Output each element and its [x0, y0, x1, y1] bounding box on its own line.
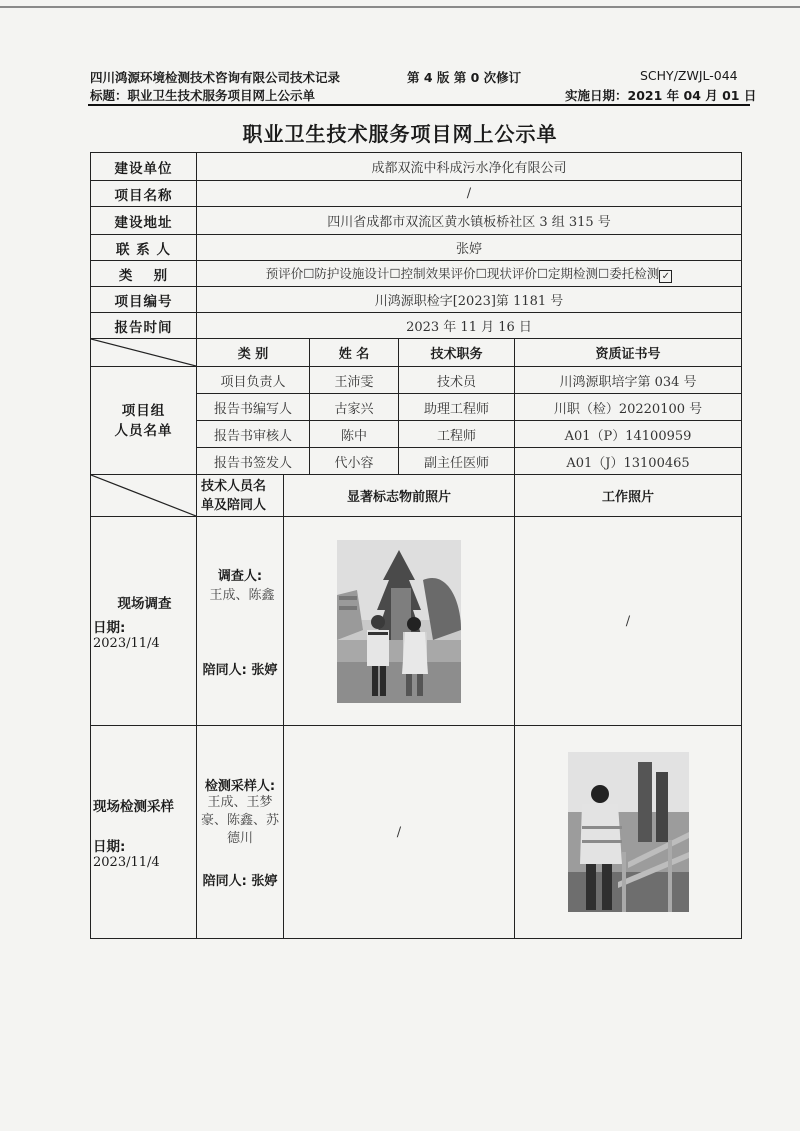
project-no-value: 川鸿源职检字[2023]第 1181 号 — [197, 287, 742, 313]
team-title: 副主任医师 — [399, 448, 515, 475]
sampling-info — [91, 726, 197, 939]
team-header-cert: 资质证书号 — [515, 339, 742, 367]
diagonal-cell — [91, 475, 197, 517]
sampling-title: 现场检测采样 — [93, 798, 174, 815]
landmark-photo — [337, 540, 461, 703]
header-company: 四川鸿源环境检测技术咨询有限公司技术记录 — [90, 70, 341, 85]
header-effective-date: 实施日期：2021 年 04 月 01 日 — [565, 88, 757, 103]
survey-row — [91, 517, 742, 726]
sampling-samplers: 王成、王梦 豪、陈鑫、苏 德川 — [200, 795, 279, 846]
diagonal-line — [91, 475, 196, 516]
project-name-value: / — [197, 181, 742, 207]
category-options-text: 预评价☐防护设施设计☐控制效果评价☐现状评价☐定期检测☐委托检测 — [265, 266, 660, 281]
sampling-date-label: 日期: — [93, 838, 126, 855]
photos-header-landmark: 显著标志物前照片 — [284, 475, 515, 517]
survey-companion: 陪同人: 张婷 — [202, 662, 278, 678]
sampling-companion: 陪同人: 张婷 — [202, 874, 278, 889]
survey-info — [91, 517, 197, 726]
team-role: 报告书签发人 — [197, 448, 310, 475]
header-subject: 标题：职业卫生技术服务项目网上公示单 — [90, 88, 316, 103]
survey-investigators: 王成、陈鑫 — [209, 587, 275, 603]
team-role: 报告书审核人 — [197, 421, 310, 448]
sampling-date: 2023/11/4 — [93, 854, 160, 870]
survey-landmark-cell — [284, 517, 515, 726]
survey-investigator-label: 调查人: — [217, 568, 263, 584]
team-title: 技术员 — [399, 367, 515, 394]
survey-date-label: 日期: — [93, 619, 126, 636]
report-time-value: 2023 年 11 月 16 日 — [197, 313, 742, 339]
team-name: 古家兴 — [310, 394, 399, 421]
team-cert: A01（J）13100465 — [515, 448, 742, 475]
header-version: 第 4 版 第 0 次修订 — [407, 70, 522, 85]
team-header-name: 姓 名 — [310, 339, 399, 367]
header-rule — [88, 104, 750, 106]
address-label: 建设地址 — [91, 207, 197, 235]
unit-value: 成都双流中科成污水净化有限公司 — [197, 153, 742, 181]
survey-work-photo: / — [515, 517, 742, 726]
survey-title: 现场调查 — [117, 595, 172, 612]
unit-label: 建设单位 — [91, 153, 197, 181]
row-contact — [91, 235, 742, 261]
row-category — [91, 261, 742, 287]
survey-staff — [197, 517, 284, 726]
category-label: 类 别 — [91, 261, 197, 287]
row-report-time — [91, 313, 742, 339]
sampling-staff — [197, 726, 284, 939]
sampling-row — [91, 726, 742, 939]
contact-value: 张婷 — [197, 235, 742, 261]
sampling-sampler-label: 检测采样人: — [204, 779, 276, 794]
table-row — [91, 367, 742, 394]
team-name: 王沛雯 — [310, 367, 399, 394]
row-project-no — [91, 287, 742, 313]
category-options — [197, 261, 742, 287]
sampling-landmark-photo: / — [284, 726, 515, 939]
team-cert: A01（P）14100959 — [515, 421, 742, 448]
survey-date: 2023/11/4 — [93, 635, 160, 651]
header-code: SCHY/ZWJL-044 — [640, 68, 738, 83]
contact-label: 联 系 人 — [91, 235, 197, 261]
team-header-category: 类 别 — [197, 339, 310, 367]
address-value: 四川省成都市双流区黄水镇板桥社区 3 组 315 号 — [197, 207, 742, 235]
team-name: 陈中 — [310, 421, 399, 448]
diagonal-line — [91, 339, 196, 366]
team-title: 助理工程师 — [399, 394, 515, 421]
page-title: 职业卫生技术服务项目网上公示单 — [242, 122, 558, 146]
team-title: 工程师 — [399, 421, 515, 448]
team-role: 项目负责人 — [197, 367, 310, 394]
team-role: 报告书编写人 — [197, 394, 310, 421]
row-unit — [91, 153, 742, 181]
photos-header-staff: 技术人员名 单及陪同人 — [197, 475, 284, 517]
team-cert: 川鸿源职培字第 034 号 — [515, 367, 742, 394]
row-address — [91, 207, 742, 235]
work-photo — [568, 752, 689, 912]
team-header-row — [91, 339, 742, 367]
work-photo-image — [568, 752, 689, 912]
project-name-label: 项目名称 — [91, 181, 197, 207]
team-name: 代小容 — [310, 448, 399, 475]
landmark-photo-image — [337, 540, 461, 703]
notice-table — [90, 152, 742, 939]
sampling-work-cell — [515, 726, 742, 939]
team-cert: 川职（检）20220100 号 — [515, 394, 742, 421]
team-header-title: 技术职务 — [399, 339, 515, 367]
report-time-label: 报告时间 — [91, 313, 197, 339]
photos-header-row — [91, 475, 742, 517]
diagonal-cell — [91, 339, 197, 367]
project-no-label: 项目编号 — [91, 287, 197, 313]
team-section-label: 项目组 人员名单 — [91, 367, 197, 475]
photos-header-work: 工作照片 — [515, 475, 742, 517]
row-project-name — [91, 181, 742, 207]
scan-top-line — [0, 6, 800, 8]
checked-checkbox[interactable]: ✓ — [659, 270, 672, 283]
